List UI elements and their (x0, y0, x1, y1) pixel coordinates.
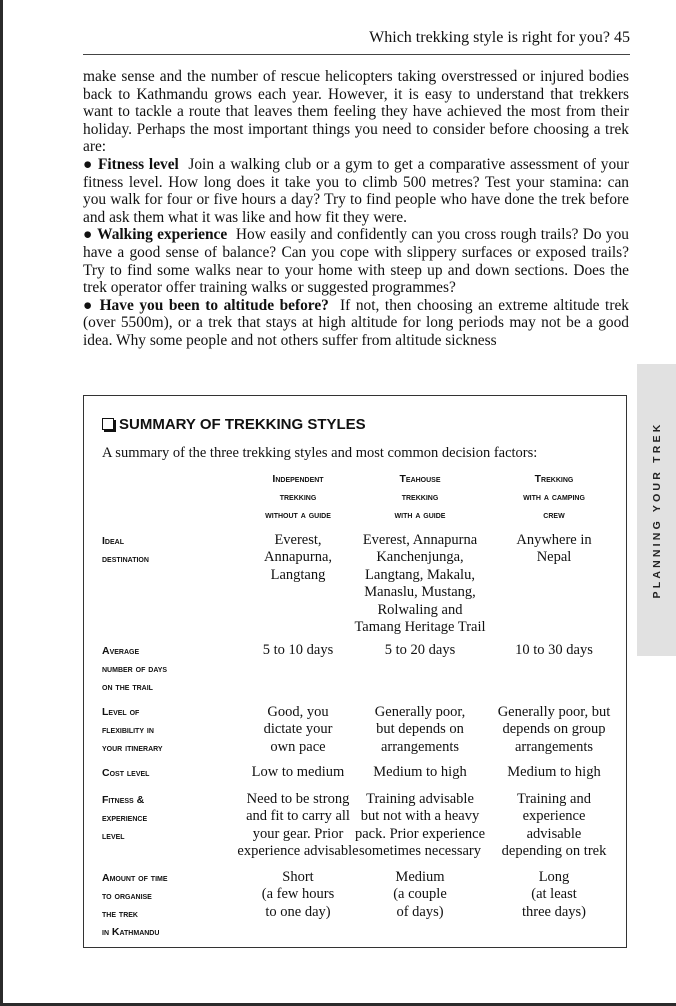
running-header (369, 28, 630, 48)
column-header-line: trekking (401, 491, 439, 503)
cell-line: Manaslu, Mustang, (364, 584, 476, 601)
summary-subtitle: A summary of the three trekking styles and most common decision factors: (102, 445, 538, 461)
cell-line: 5 to 10 days (262, 642, 334, 658)
cell-line: arrangements (514, 738, 594, 755)
cell-line: Good, you (267, 704, 329, 720)
row-label-ideal-destination (102, 532, 149, 568)
cell-fitness-teahouse (346, 791, 494, 861)
column-header-line: Trekking (534, 473, 574, 485)
cell-line: Medium to high (373, 764, 467, 780)
row-label-text: Average number of days on the trail (102, 645, 168, 693)
cell-line: Generally poor, but (497, 704, 611, 720)
cell-line: experience (522, 808, 586, 825)
row-label-flexibility (102, 703, 163, 757)
cell-line: Long (538, 869, 570, 885)
cell-line: and fit to carry all (246, 808, 350, 825)
bullet-fitness: ● Fitness level Join a walking club or a gym to get a comparative assessment of your fitness level. How long does it take you to climb 500 metres? Test your stamina: can you walk for four or five hours a day? Try to find people who have done the trek before and ask them what it was like and how fit they were. (83, 155, 629, 226)
section-side-tab (637, 364, 676, 656)
cell-line: sometimes necessary (358, 843, 481, 860)
column-header-line: Independent (272, 473, 324, 485)
row-label-time-to-organise (102, 869, 168, 941)
cell-line: advisable (526, 825, 582, 842)
column-header-line: with a guide (394, 509, 446, 521)
cell-line: Annapurna, (263, 549, 333, 566)
cell-line: dictate your (263, 721, 333, 738)
cell-line: Langtang (270, 566, 326, 583)
cell-fitness-camping (484, 791, 624, 861)
cell-line: (a couple (393, 886, 447, 903)
bullet-term: Walking experience (97, 226, 228, 244)
cell-line: your gear. Prior (252, 825, 344, 842)
row-label-average-days (102, 642, 167, 696)
cell-line: (a few hours (261, 886, 335, 903)
cell-line: experience advisable (237, 843, 359, 860)
column-header-camping (484, 470, 624, 524)
cell-line: Langtang, Makalu, (365, 566, 475, 583)
column-header-teahouse (346, 470, 494, 524)
page-left-border (0, 0, 3, 1006)
cell-line: Medium (395, 869, 445, 885)
bullet-term: Fitness level (97, 155, 179, 173)
cell-line: arrangements (380, 738, 460, 755)
column-header-line: with a camping (523, 491, 585, 503)
running-title: Which trekking style is right for you? (369, 29, 610, 46)
cell-line: Tamang Heritage Trail (354, 619, 486, 636)
column-header-line: trekking (279, 491, 317, 503)
cell-line: Kanchenjunga, (376, 549, 464, 566)
header-rule (83, 54, 630, 55)
cell-line: Low to medium (251, 764, 345, 780)
cell-flexibility-teahouse (346, 704, 494, 756)
column-header-line: Teahouse (399, 473, 441, 485)
checkbox-icon (102, 418, 114, 430)
cell-ideal-destination-teahouse (346, 532, 494, 636)
cell-average-days-camping (484, 642, 624, 659)
cell-line: but depends on (376, 721, 464, 738)
bullet-text: Join a walking club or a gym to get a comparative assessment of your fitness level. How long does it take you to climb 500 metres? Test your stamina: can you walk for four or five hours a day? Try to find people who have done the trek before and ask them what it was like and how fit they were. (83, 155, 629, 226)
column-header-line: without a guide (265, 509, 331, 521)
bullet-walking: ● Walking experience How easily and confidently can you cross rough trails? Do you have a good sense of balance? Can you cope with slippery surfaces or exposed trails? Try to find some walks near to your home with steep up and down sections. Does the trek operator offer training walks or suggested programmes? (83, 226, 629, 297)
side-tab-label: PLANNING YOUR TREK (650, 421, 663, 599)
summary-title-text: SUMMARY OF TREKKING STYLES (119, 416, 366, 433)
column-header-line: crew (543, 509, 565, 521)
cell-line: 5 to 20 days (384, 642, 456, 658)
cell-line: 10 to 30 days (515, 642, 593, 658)
cell-cost-teahouse (346, 764, 494, 781)
cell-line: Everest, (274, 532, 322, 548)
cell-flexibility-camping (484, 704, 624, 756)
cell-line: Everest, Annapurna (362, 532, 478, 548)
summary-title (102, 416, 366, 434)
row-label-text: Amount of time to organise the trek in Kathmandu (102, 872, 168, 938)
cell-line: Short (282, 869, 314, 885)
cell-line: of days) (396, 903, 444, 920)
row-label-text: Cost level (102, 767, 150, 779)
cell-line: Training advisable (366, 791, 474, 807)
bullet-altitude: ● Have you been to altitude before? If not, then choosing an extreme altitude trek (over 5500m), or a trek that stays at high altitude for long periods may not be a good idea. Why some people and not others suffer from altitude sickness (83, 296, 629, 349)
cell-line: to one day) (265, 903, 331, 920)
cell-line: three days) (521, 903, 586, 920)
cell-line: Rolwaling and (377, 601, 463, 618)
cell-line: Anywhere in (516, 532, 592, 548)
row-label-text: Level of flexibility in your itinerary (102, 706, 163, 754)
cell-line: Need to be strong (246, 791, 350, 807)
row-label-cost-level (102, 764, 149, 782)
cell-line: own pace (270, 738, 326, 755)
cell-line: but not with a heavy (360, 808, 480, 825)
summary-box (83, 395, 627, 948)
bullet-text: How easily and confidently can you cross rough trails? Do you have a good sense of balance? Can you cope with slippery surfaces or exposed trails? Try to find some walks near to your home with steep up and down sections. Does the trek operator offer training walks or suggested programmes? (83, 226, 629, 297)
body-text (83, 68, 629, 350)
row-label-fitness-experience (102, 791, 147, 845)
cell-time-teahouse (346, 869, 494, 921)
cell-line: Medium to high (507, 764, 601, 780)
intro-paragraph: make sense and the number of rescue helicopters taking overstressed or injured bodies back to Kathmandu grows each year. However, it is easy to understand that trekkers want to tackle a route that leaves them feeling they have achieved the most from their holiday. Perhaps the most important things you need to consider before choosing a trek are: (83, 68, 629, 156)
cell-time-camping (484, 869, 624, 921)
cell-line: (at least (531, 886, 577, 903)
bullet-text: If not, then choosing an extreme altitude trek (over 5500m), or a trek that stays at high altitude for long periods may not be a good idea. Why some people and not others suffer from altitude sickness (83, 296, 629, 349)
row-label-text: Ideal destination (102, 535, 149, 565)
cell-line: depending on trek (501, 843, 607, 860)
cell-line: depends on group (502, 721, 606, 738)
cell-line: Nepal (536, 549, 572, 566)
cell-ideal-destination-camping (484, 532, 624, 567)
cell-line: pack. Prior experience (354, 825, 486, 842)
cell-cost-camping (484, 764, 624, 781)
cell-line: Training and (517, 791, 591, 807)
page-number: 45 (614, 29, 630, 46)
cell-average-days-teahouse (346, 642, 494, 659)
row-label-text: Fitness & experience level (102, 794, 148, 842)
bullet-term: Have you been to altitude before? (99, 296, 329, 314)
cell-line: Generally poor, (374, 704, 466, 720)
